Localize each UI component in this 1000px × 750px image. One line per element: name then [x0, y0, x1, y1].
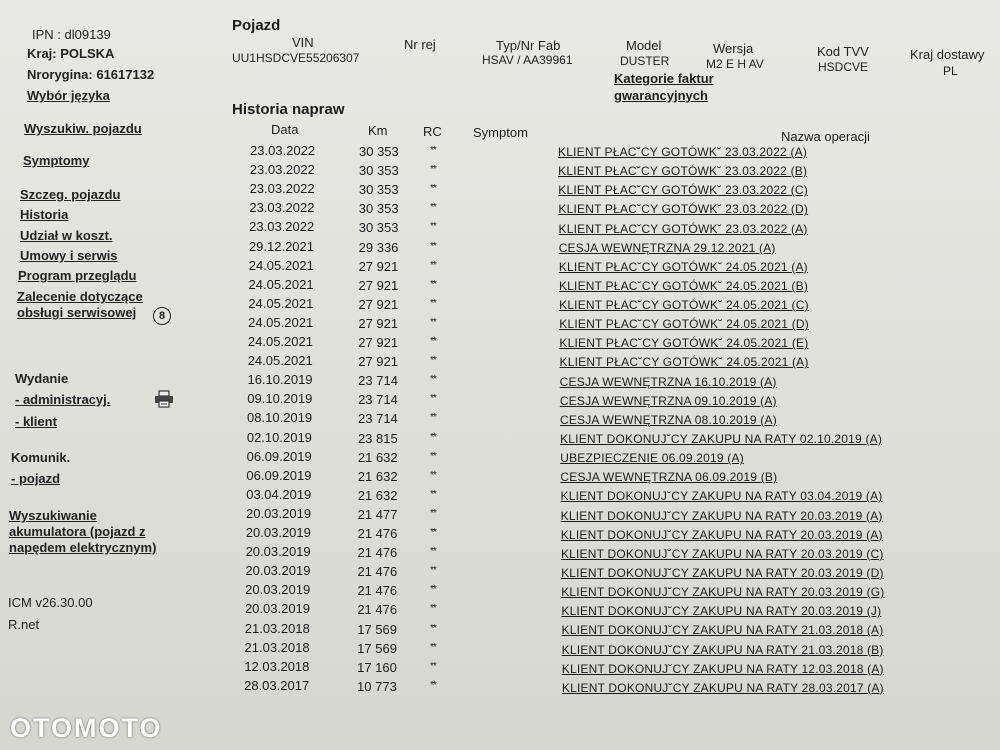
- symptoms-link[interactable]: Symptomy: [23, 153, 90, 168]
- row-operation-link[interactable]: KLIENT DOKONUJ˘CY ZAKUPU NA RATY 02.10.2019 (A): [560, 432, 883, 447]
- row-km: 23 714: [358, 392, 398, 408]
- row-date: 08.10.2019: [247, 410, 313, 426]
- kraj-dostawy-value: PL: [943, 64, 958, 78]
- row-date: 06.09.2019: [246, 448, 312, 464]
- row-operation-link[interactable]: UBEZPIECZENIE 06.09.2019 (A): [560, 451, 744, 466]
- row-operation-link[interactable]: KLIENT DOKONUJ˘CY ZAKUPU NA RATY 20.03.2019 (A): [560, 508, 883, 523]
- row-rc: **: [430, 450, 436, 462]
- row-km: 21 476: [357, 583, 398, 599]
- row-operation-link[interactable]: KLIENT DOKONUJ˘CY ZAKUPU NA RATY 21.03.2018 (B): [561, 642, 884, 657]
- row-km: 21 476: [357, 564, 398, 580]
- client-link[interactable]: - klient: [15, 414, 57, 429]
- row-rc: **: [430, 393, 436, 405]
- row-km: 23 714: [358, 411, 398, 427]
- row-operation-link[interactable]: KLIENT PŁAC˘CY GOTÓWK˘ 23.03.2022 (A): [558, 145, 808, 159]
- row-rc: **: [430, 660, 436, 672]
- row-date: 20.03.2019: [245, 582, 311, 598]
- wydanie-label: Wydanie: [15, 371, 69, 386]
- row-km: 27 921: [358, 354, 398, 370]
- row-km: 23 815: [357, 430, 398, 446]
- row-date: 24.05.2021: [248, 257, 314, 273]
- model-label: Model: [626, 38, 662, 53]
- row-rc: **: [430, 546, 436, 558]
- row-operation-link[interactable]: CESJA WEWNĘTRZNA 08.10.2019 (A): [559, 412, 777, 427]
- contracts-link[interactable]: Umowy i serwis: [20, 248, 118, 263]
- row-date: 06.09.2019: [246, 467, 312, 483]
- row-operation-link[interactable]: KLIENT PŁAC˘CY GOTÓWK˘ 24.05.2021 (E): [559, 336, 809, 351]
- row-rc: **: [430, 431, 436, 443]
- version-label: ICM v26.30.00: [8, 595, 93, 610]
- vehicle-details-link[interactable]: Szczeg. pojazdu: [20, 187, 121, 202]
- row-date: 24.05.2021: [248, 276, 314, 292]
- row-rc: **: [430, 278, 436, 290]
- rnet-label: R.net: [8, 617, 40, 632]
- row-km: 23 714: [358, 373, 398, 389]
- row-operation-link[interactable]: KLIENT DOKONUJ˘CY ZAKUPU NA RATY 03.04.2019 (A): [560, 489, 883, 504]
- row-operation-link[interactable]: KLIENT PŁAC˘CY GOTÓWK˘ 24.05.2021 (B): [558, 278, 809, 293]
- row-operation-link[interactable]: KLIENT DOKONUJ˘CY ZAKUPU NA RATY 28.03.2017 (A): [561, 680, 884, 695]
- row-date: 23.03.2022: [250, 143, 316, 158]
- service-recommendation-link[interactable]: Zalecenie dotyczące obsługi serwisowej: [17, 289, 143, 320]
- row-rc: **: [430, 374, 436, 386]
- komunik-label: Komunik.: [11, 450, 71, 465]
- row-operation-link[interactable]: KLIENT PŁAC˘CY GOTÓWK˘ 24.05.2021 (C): [559, 298, 809, 313]
- row-date: 20.03.2019: [245, 563, 311, 579]
- row-km: 27 921: [358, 335, 399, 350]
- row-operation-link[interactable]: KLIENT DOKONUJ˘CY ZAKUPU NA RATY 20.03.2019 (A): [560, 527, 883, 542]
- row-km: 21 476: [357, 526, 398, 541]
- vehicle-search-link[interactable]: Wyszukiw. pojazdu: [24, 121, 142, 136]
- otomoto-watermark: OTOMOTO: [10, 713, 163, 743]
- row-rc: **: [430, 164, 436, 176]
- row-operation-link[interactable]: CESJA WEWNĘTRZNA 09.10.2019 (A): [559, 393, 777, 408]
- row-date: 21.03.2018: [244, 639, 310, 655]
- wersja-label: Wersja: [713, 41, 754, 56]
- row-rc: **: [430, 316, 436, 328]
- row-km: 21 632: [357, 468, 398, 484]
- row-date: 24.05.2021: [248, 314, 314, 330]
- row-rc: **: [430, 183, 436, 195]
- row-rc: **: [430, 221, 436, 233]
- row-km: 17 569: [357, 621, 398, 637]
- row-km: 17 569: [357, 640, 397, 656]
- row-date: 28.03.2017: [244, 677, 310, 693]
- row-rc: **: [430, 297, 436, 309]
- ipn-label: IPN : dl09139: [32, 27, 111, 42]
- row-operation-link[interactable]: KLIENT DOKONUJ˘CY ZAKUPU NA RATY 20.03.2019 (J): [561, 604, 882, 619]
- row-km: 21 477: [357, 506, 398, 522]
- row-date: 24.05.2021: [247, 353, 313, 369]
- row-rc: **: [430, 412, 436, 424]
- row-rc: **: [430, 336, 436, 347]
- typ-label: Typ/Nr Fab: [496, 38, 561, 53]
- row-rc: **: [430, 259, 436, 271]
- row-date: 20.03.2019: [245, 544, 311, 560]
- row-date: 29.12.2021: [248, 238, 315, 254]
- row-operation-link[interactable]: KLIENT PŁAC˘CY GOTÓWK˘ 24.05.2021 (A): [558, 259, 808, 274]
- row-rc: **: [430, 469, 436, 481]
- row-rc: **: [430, 679, 436, 691]
- row-rc: **: [430, 507, 436, 519]
- vehicle-title: Pojazd: [232, 17, 281, 34]
- vin-value: UU1HSDCVE55206307: [232, 51, 360, 65]
- row-operation-link[interactable]: KLIENT DOKONUJ˘CY ZAKUPU NA RATY 20.03.2019 (D): [561, 565, 884, 580]
- row-operation-link[interactable]: CESJA WEWNĘTRZNA 29.12.2021 (A): [558, 240, 776, 255]
- row-km: 21 632: [357, 449, 398, 465]
- row-km: 21 476: [357, 545, 398, 561]
- admin-link[interactable]: - administracyj.: [15, 392, 111, 407]
- row-date: 23.03.2022: [249, 219, 315, 235]
- cost-share-link[interactable]: Udział w koszt.: [20, 228, 113, 243]
- row-rc: **: [430, 584, 436, 596]
- kodtvv-value: HSDCVE: [818, 60, 869, 74]
- inspection-program-link[interactable]: Program przeglądu: [18, 268, 137, 283]
- battery-search-link[interactable]: Wyszukiwanie akumulatora (pojazd z napędem elektrycznym): [9, 508, 157, 555]
- col-km: Km: [368, 123, 388, 138]
- language-link[interactable]: Wybór języka: [27, 88, 110, 103]
- row-date: 20.03.2019: [246, 505, 312, 521]
- row-date: 02.10.2019: [246, 429, 312, 445]
- row-km: 27 921: [358, 258, 399, 274]
- row-km: 10 773: [357, 678, 397, 694]
- row-km: 30 353: [358, 163, 399, 179]
- row-rc: **: [430, 145, 436, 156]
- row-operation-link[interactable]: KLIENT PŁAC˘CY GOTÓWK˘ 24.05.2021 (D): [559, 317, 809, 332]
- row-operation-link[interactable]: KLIENT DOKONUJ˘CY ZAKUPU NA RATY 20.03.2019 (G): [561, 585, 885, 600]
- row-operation-link[interactable]: KLIENT PŁAC˘CY GOTÓWK˘ 23.03.2022 (A): [558, 221, 808, 236]
- row-operation-link[interactable]: KLIENT DOKONUJ˘CY ZAKUPU NA RATY 21.03.2018 (A): [561, 623, 884, 638]
- number-badge: 8: [153, 306, 171, 325]
- row-operation-link[interactable]: KLIENT PŁAC˘CY GOTÓWK˘ 23.03.2022 (C): [558, 183, 808, 198]
- row-date: 23.03.2022: [249, 181, 315, 197]
- history-link[interactable]: Historia: [20, 207, 69, 222]
- kraj-dostawy-label: Kraj dostawy: [910, 47, 985, 62]
- row-km: 30 353: [358, 220, 399, 236]
- row-km: 21 632: [357, 487, 398, 503]
- row-date: 09.10.2019: [247, 391, 313, 407]
- row-rc: **: [430, 240, 436, 252]
- row-operation-link[interactable]: KLIENT PŁAC˘CY GOTÓWK˘ 23.03.2022 (D): [558, 202, 809, 217]
- row-date: 24.05.2021: [247, 334, 313, 349]
- nrrej-label: Nr rej: [404, 37, 436, 52]
- row-date: 20.03.2019: [244, 601, 311, 617]
- row-rc: **: [430, 527, 436, 538]
- row-date: 21.03.2018: [244, 620, 310, 636]
- row-rc: **: [430, 641, 436, 653]
- row-operation-link[interactable]: KLIENT PŁAC˘CY GOTÓWK˘ 24.05.2021 (A): [559, 355, 809, 370]
- row-date: 23.03.2022: [249, 162, 315, 178]
- col-rc: RC: [423, 124, 442, 139]
- row-date: 24.05.2021: [248, 295, 314, 311]
- country-label: Kraj: POLSKA: [27, 46, 115, 61]
- nroryg-label: Nrorygina: 61617132: [27, 67, 155, 82]
- row-date: 03.04.2019: [246, 486, 312, 502]
- row-km: 30 353: [358, 201, 399, 217]
- row-rc: **: [430, 202, 436, 214]
- row-operation-link[interactable]: CESJA WEWNĘTRZNA 06.09.2019 (B): [560, 470, 778, 485]
- row-date: 23.03.2022: [249, 200, 315, 216]
- row-date: 20.03.2019: [245, 525, 311, 540]
- row-date: 16.10.2019: [247, 372, 313, 388]
- row-rc: **: [430, 488, 436, 500]
- vehicle-comm-link[interactable]: - pojazd: [11, 471, 61, 486]
- row-km: 30 353: [358, 182, 399, 198]
- kodtvv-label: Kod TVV: [817, 44, 869, 59]
- model-value: DUSTER: [620, 54, 670, 68]
- col-operation: Nazwa operacji: [781, 129, 870, 144]
- row-km: 30 353: [359, 144, 399, 159]
- row-km: 21 476: [357, 602, 398, 618]
- row-km: 27 921: [358, 296, 399, 312]
- row-km: 29 336: [358, 239, 399, 255]
- row-operation-link[interactable]: KLIENT DOKONUJ˘CY ZAKUPU NA RATY 20.03.2019 (C): [560, 546, 884, 561]
- row-rc: **: [430, 565, 436, 577]
- row-rc: **: [430, 622, 436, 634]
- row-rc: **: [430, 355, 436, 367]
- col-date: Data: [271, 122, 299, 137]
- vin-label: VIN: [292, 35, 314, 50]
- wersja-value: M2 E H AV: [706, 57, 764, 71]
- row-operation-link[interactable]: KLIENT DOKONUJ˘CY ZAKUPU NA RATY 12.03.2018 (A): [561, 661, 884, 676]
- history-title: Historia napraw: [232, 101, 345, 118]
- row-km: 27 921: [358, 315, 399, 331]
- row-operation-link[interactable]: CESJA WEWNĘTRZNA 16.10.2019 (A): [559, 374, 777, 389]
- row-km: 27 921: [358, 277, 399, 293]
- row-operation-link[interactable]: KLIENT PŁAC˘CY GOTÓWK˘ 23.03.2022 (B): [558, 164, 808, 179]
- col-symptom: Symptom: [473, 125, 528, 140]
- warranty-categories-link[interactable]: Kategorie faktur gwarancyjnych: [614, 71, 714, 103]
- typ-value: HSAV / AA39961: [482, 53, 573, 67]
- row-rc: **: [430, 603, 436, 615]
- row-date: 12.03.2018: [244, 658, 310, 674]
- row-km: 17 160: [357, 659, 397, 675]
